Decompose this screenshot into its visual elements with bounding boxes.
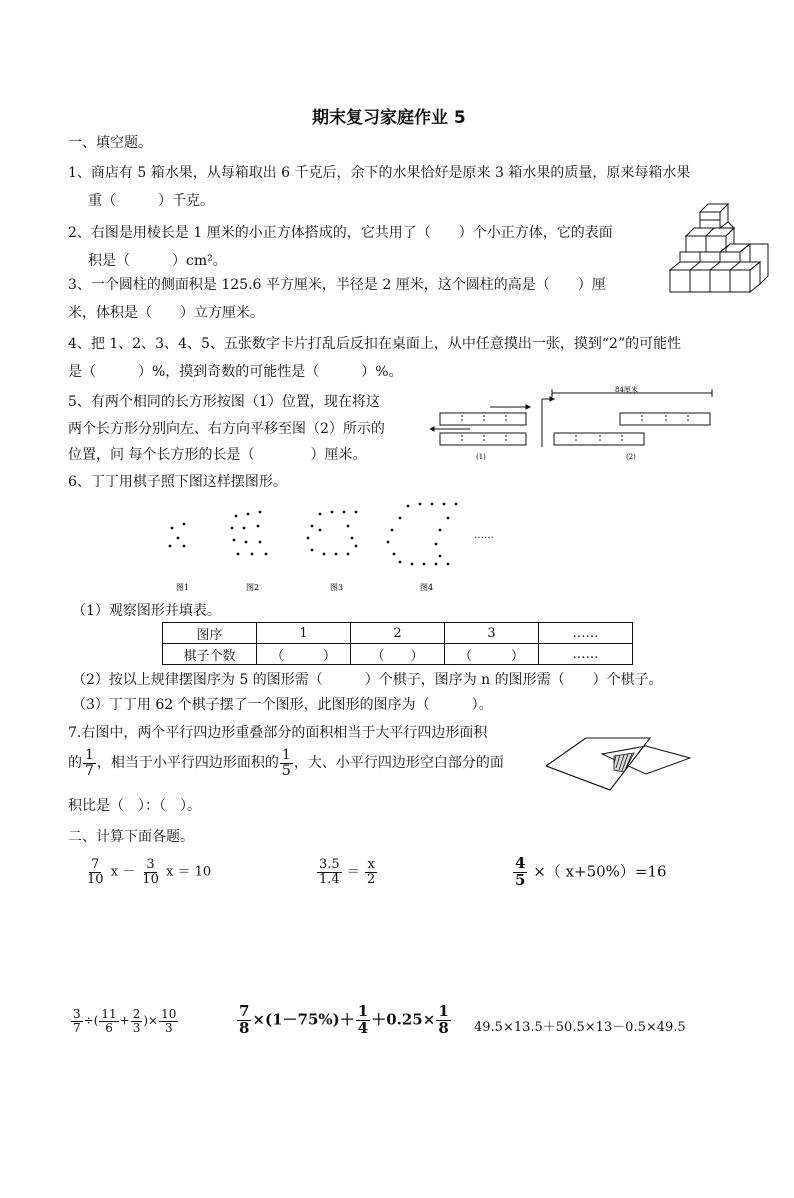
q1-line2: 重（ ）千克。 [88,193,214,209]
q2-line2: 积是（ ）cm²。 [88,253,227,269]
chess-piece-dot [439,555,442,558]
q5-line3: 位置，问 每个长方形的长是（ ）厘米。 [68,447,367,463]
length-label: 84厘米 [615,386,638,394]
chess-piece-dot [347,553,350,556]
expression-1: $\frac{3}{7}$ ÷( $\frac{11}{6}$ + $\frac{2}{3}$ )× $\frac{10}{3}$ [73,1007,177,1035]
chess-piece-dot [399,517,402,520]
table-cell: 1 [257,623,351,644]
section-1-heading: 一、填空题。 [68,135,152,151]
q3-line2: 米，体积是（ ）立方厘米。 [68,305,264,321]
q7-text-b: ，相当于小平行四边形面积的 [96,755,279,772]
chess-piece-dot [245,541,248,544]
pattern-table [162,622,633,665]
rectangles-figure [430,385,720,465]
table-cell: …… [539,623,633,644]
table-answer-cell[interactable]: （ ） [351,644,445,665]
q4-line1: 4、把 1、2、3、4、5、五张数字卡片打乱后反扣在桌面上，从中任意摸出一张，摸到“2”的可能性 [68,336,682,352]
chess-piece-dot [243,527,246,530]
chess-piece-dot [435,543,438,546]
chess-piece-dot [311,525,314,528]
chess-piece-dot [423,563,426,566]
q1-line1: 1、商店有 5 箱水果，从每箱取出 6 千克后，余下的水果恰好是原来 3 箱水果的质量，原来每箱水果 [68,165,691,181]
table-cell: 3 [445,623,539,644]
chess-piece-dot [311,549,314,552]
q5-line1: 5、有两个相同的长方形按图（1）位置，现在将这 [68,394,380,410]
chess-piece-dot [411,563,414,566]
chess-piece-dot [355,511,358,514]
chess-piece-dot [183,545,186,548]
q7-fraction-2: $\frac{1}{5}$ [281,747,291,779]
chess-piece-dot [431,503,434,506]
table-cell: 2 [351,623,445,644]
chess-piece-dot [257,525,260,528]
q6-sub2: （2）按以上规律摆图序为 5 的图形需（ ）个棋子，图序为 n 的图形需（ ）个棋子。 [72,672,663,688]
chess-piece-dot [307,537,310,540]
caption-pattern-2: 图2 [246,583,260,592]
equation-2: $\frac{3.5}{1.4}$ ＝ $\frac{x}{2}$ [319,857,376,887]
dot-patterns-figure [160,498,500,598]
expression-2: $\frac{7}{8}$ ×(1－75%)＋ $\frac{1}{4}$ ＋0.25× $\frac{1}{8}$ [239,1002,449,1037]
chess-piece-dot [447,563,450,566]
chess-piece-dot [231,527,234,530]
q7-fraction-1: $\frac{1}{7}$ [85,747,94,779]
chess-piece-dot [237,553,240,556]
chess-piece-dot [399,561,402,564]
chess-piece-dot [343,511,346,514]
q4-line2: 是（ ）%，摸到奇数的可能性是（ ）%。 [68,364,403,380]
q7-text-c: ，大、小平行四边形空白部分的面 [293,755,504,772]
table-cell: …… [539,644,633,665]
chess-piece-dot [331,511,334,514]
caption-fig2: (2) [626,453,636,461]
chess-piece-dot [233,539,236,542]
chess-piece-dot [177,537,180,540]
q6-sub1: （1）观察图形并填表。 [72,603,221,619]
table-answer-cell[interactable]: （ ） [257,644,351,665]
chess-piece-dot [391,529,394,532]
q2-line1: 2、右图是用棱长是 1 厘米的小正方体搭成的，它共用了（ ）个小正方体，它的表面 [68,225,613,241]
chess-piece-dot [319,513,322,516]
q6-sub3: （3）丁丁用 62 个棋子摆了一个图形，此图形的图序为（ ）。 [72,697,493,713]
chess-piece-dot [247,513,250,516]
q3-line1: 3、一个圆柱的侧面积是 125.6 平方厘米，半径是 2 厘米，这个圆柱的高是（ ）厘 [68,277,606,293]
expression-3: 49.5×13.5＋50.5×13－0.5×49.5 [474,1020,686,1035]
caption-pattern-1: 图1 [176,583,190,592]
table-cell: 图序 [163,623,257,644]
parallelograms-figure [546,734,692,794]
pattern-ellipsis: …… [474,530,494,541]
chess-piece-dot [439,529,442,532]
cube-stack-figure [668,198,772,296]
chess-piece-dot [347,525,350,528]
q7-line1: 7.右图中，两个平行四边形重叠部分的面积相当于大平行四边形面积 [68,725,488,741]
chess-piece-dot [251,553,254,556]
page-title: 期末复习家庭作业 5 [312,108,466,128]
caption-fig1: (1) [476,453,486,461]
chess-piece-dot [169,545,172,548]
caption-pattern-3: 图3 [330,583,344,592]
chess-piece-dot [435,563,438,566]
q7-line2 [68,748,504,778]
chess-piece-dot [335,553,338,556]
chess-piece-dot [455,503,458,506]
table-cell: 棋子个数 [163,644,257,665]
q6-line1: 6、丁丁用棋子照下图这样摆图形。 [68,474,287,490]
q7-text-a: 的 [68,755,82,772]
chess-piece-dot [171,527,174,530]
q5-line2: 两个长方形分别向左、右方向平移至图（2）所示的 [68,421,385,437]
section-2-heading: 二、计算下面各题。 [68,829,194,845]
caption-pattern-4: 图4 [420,583,434,592]
chess-piece-dot [393,553,396,556]
chess-piece-dot [355,545,358,548]
chess-piece-dot [235,515,238,518]
chess-piece-dot [447,517,450,520]
chess-piece-dot [183,523,186,526]
chess-piece-dot [419,503,422,506]
chess-piece-dot [265,553,268,556]
chess-piece-dot [319,529,322,532]
table-row [163,644,633,665]
chess-piece-dot [351,537,354,540]
table-answer-cell[interactable]: （ ） [445,644,539,665]
chess-piece-dot [323,553,326,556]
chess-piece-dot [407,505,410,508]
table-row [163,623,633,644]
chess-piece-dot [387,541,390,544]
chess-piece-dot [259,511,262,514]
q7-line3: 积比是（ ）：（ ）。 [68,798,201,814]
equation-1: $\frac{7}{10}$ x － $\frac{3}{10}$ x ＝ 10 [87,857,212,887]
chess-piece-dot [259,541,262,544]
equation-3: $\frac{4}{5}$ ×（ x+50%）=16 [515,854,667,889]
chess-piece-dot [443,503,446,506]
